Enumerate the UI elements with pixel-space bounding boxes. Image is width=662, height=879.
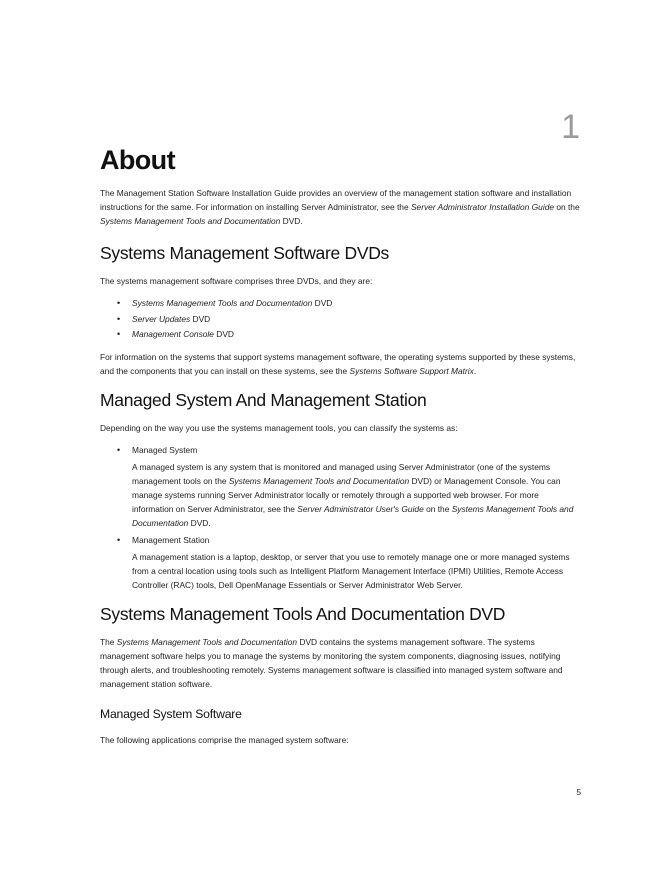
support-matrix-paragraph: For information on the systems that support systems management software, the operating systems supported by these systems, and the components that you can install on these systems, see the Systems Software Support Matrix.: [100, 351, 576, 376]
section-heading: Managed System And Management Station: [100, 389, 427, 410]
section-lead: Depending on the way you use the systems management tools, you can classify the systems as:: [100, 423, 458, 433]
page-content: [100, 186, 582, 760]
definition: A management station is a laptop, desktop, or server that you use to remotely manage one or more managed systems from a central location using tools such as Intelligent Platform Management Interface (IPMI) Utilities, Remote Access Controller (RAC) tools, Dell OpenManage Essentials or Server Administrator Web Server.: [132, 552, 570, 590]
section-tools-docs-dvd: [100, 605, 582, 747]
section-managed-system-station: [100, 391, 582, 592]
link-tools-docs-dvd: Systems Management Tools and Documentation: [100, 216, 281, 226]
term: • Management Station: [132, 535, 210, 545]
section-heading: Systems Management Tools And Documentation DVD: [100, 604, 506, 624]
list-item-management-station: [100, 533, 582, 592]
section-lead: The systems management software comprises three DVDs, and they are:: [100, 276, 373, 287]
page-number: 5: [576, 787, 581, 797]
definition: A managed system is any system that is monitored and managed using Server Administrator (one of the systems management tools on the Systems Management Tools and Documentation DVD) or Management Console. You can manage systems running Server Administrator locally or remotely through a supported web browser. For more information on Server Administrator, see the Server Administrator User's Guide on the Systems Management Tools and Documentation DVD.: [132, 462, 574, 528]
section-paragraph: The Systems Management Tools and Documentation DVD contains the systems management software. The systems management software helps you to manage the systems by monitoring the system components, diagnosing issues, notifying through alerts, and troubleshooting remotely. Systems management software is classified into managed system software and management station software.: [100, 637, 563, 690]
list-item: • Management Console DVD: [100, 327, 582, 343]
chapter-number: 1: [561, 108, 580, 146]
section-software-dvds: [100, 244, 582, 378]
link-server-admin-install-guide: Server Administrator Installation Guide: [410, 202, 555, 212]
subsection-heading: Managed System Software: [100, 707, 242, 722]
list-item: • Systems Management Tools and Documentation DVD: [100, 296, 582, 312]
list-item: • Server Updates DVD: [100, 312, 582, 328]
subsection-paragraph: The following applications comprise the managed system software:: [100, 734, 349, 745]
chapter-title: About: [100, 145, 175, 175]
list-item-managed-system: [100, 443, 582, 530]
dvd-list: [100, 296, 582, 343]
section-heading: Systems Management Software DVDs: [100, 243, 389, 263]
term: • Managed System: [132, 445, 198, 455]
intro-paragraph: The Management Station Software Installation Guide provides an overview of the management station software and installation instructions for the same. For information on installing Server Administrator, see the Server Administrator Installation Guide on the Systems Management Tools and Documentation DVD.: [100, 188, 580, 226]
system-classification-list: [100, 443, 582, 592]
